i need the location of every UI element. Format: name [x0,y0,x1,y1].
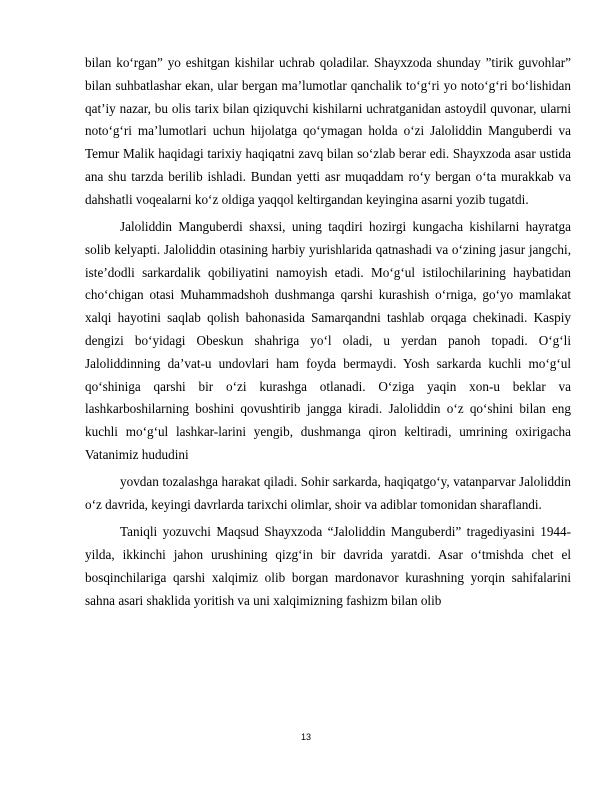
paragraph-1: bilan ko‘rgan” yo eshitgan kishilar uchrab qoladilar. Shayxzoda shunday ”tirik guvohlar” bilan suhbatlashar ekan, ular bergan ma’lumotlar qanchalik to‘g‘ri yo noto‘g‘ri bo‘lishidan qat’iy nazar, bu olis tarix bilan qiziquvchi kishilarni uchratganidan astoydil quvonar, ularni noto‘g‘ri ma’lumotlari uchun hijolatga qo‘ymagan holda o‘zi Jaloliddin Manguberdi va Temur Malik haqidagi tarixiy haqiqatni zavq bilan so‘zlab berar edi. Shayxzoda asar ustida ana shu tarzda berilib ishladi. Bundan yetti asr muqaddam ro‘y bergan o‘ta murakkab va dahshatli voqealarni ko‘z oldiga yaqqol keltirgandan keyingina asarni yozib tugatdi. [85,55,571,207]
paragraph-2: Jaloliddin Manguberdi shaxsi, uning taqdiri hozirgi kungacha kishilarni hayratga solib kelyapti. Jaloliddin otasining harbiy yurishlarida qatnashadi va o‘zining jasur jangchi, iste’dodli sarkardalik qobiliyatini namoyish etadi. Mo‘g‘ul istilochilarining haybatidan cho‘chigan otasi Muhammadshoh dushmanga qarshi kurashish o‘rniga, go‘yo mamlakat xalqi hayotini saqlab qolish bahonasida Samarqandni tashlab orqaga chekinadi. Kaspiy dengizi bo‘yidagi Obeskun shahriga yo‘l oladi, u yerdan panoh topadi. O‘g‘li Jaloliddinning da’vat-u undovlari ham foyda bermaydi. Yosh sarkarda kuchli mo‘g‘ul qo‘shiniga qarshi bir o‘zi kurashga otlanadi. O‘ziga yaqin xon-u beklar va lashkarboshilarning boshini qovushtirib jangga kiradi. Jaloliddin o‘z qo‘shini bilan eng kuchli mo‘g‘ul lashkar-larini yengib, dushmanga qiron keltiradi, umrining oxirigacha Vatanimiz hududini [85,219,571,463]
paragraph-4: Taniqli yozuvchi Maqsud Shayxzoda “Jaloliddin Manguberdi” tragediyasini 1944- yilda, ikkinchi jahon urushining qizg‘in bir davrida yaratdi. Asar o‘tmishda chet el bosqinchilariga qarshi xalqimiz olib borgan mardonavor kurashning yorqin sahifalarini sahna asari shaklida yoritish va uni xalqimizning fashizm bilan olib [85,524,571,608]
page-number: 13 [300,732,311,742]
text-body [85,52,571,613]
paragraph-3: yovdan tozalashga harakat qiladi. Sohir sarkarda, haqiqatgo‘y, vatanparvar Jaloliddin o‘z davrida, keyingi davrlarda tarixchi olimlar, shoir va adiblar tomonidan sharaflandi. [85,474,571,513]
